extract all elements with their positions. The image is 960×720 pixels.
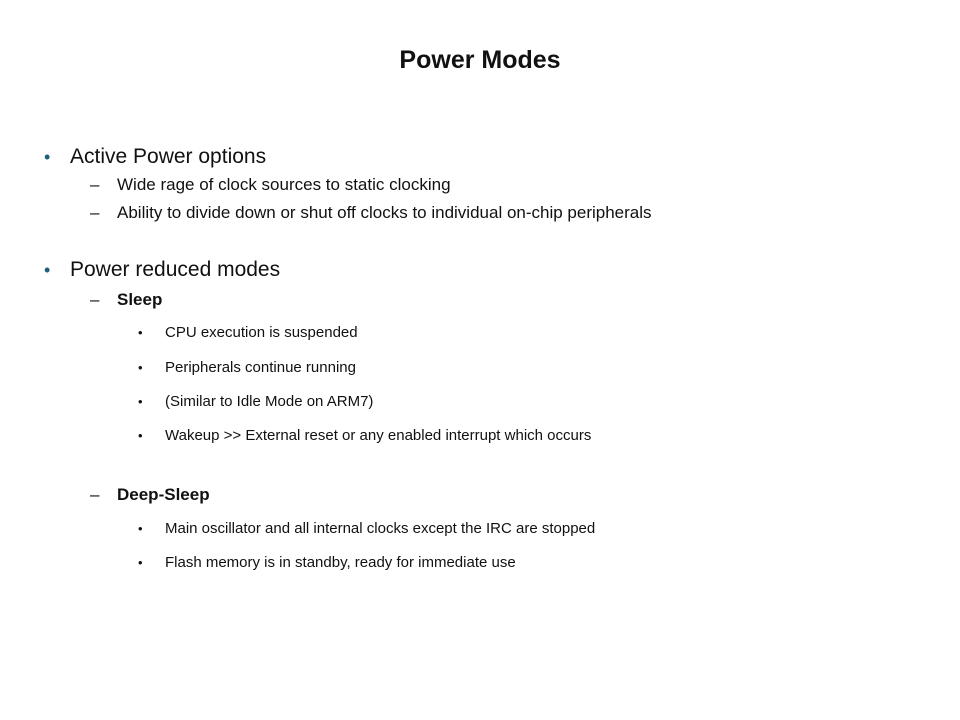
bullet-dot-icon: • [44,260,51,280]
bullet-dot-icon: • [138,325,143,340]
sub-bullet-text: Ability to divide down or shut off clocks to individual on-chip peripherals [117,203,652,222]
bullet-dot-icon: • [138,360,143,375]
mode-name: Sleep [117,290,163,309]
slide-title: Power Modes [399,46,561,74]
mode-point [138,427,591,444]
mode-point-text: Main oscillator and all internal clocks except the IRC are stopped [165,520,596,537]
dash-icon: – [90,175,100,194]
bullet-dot-icon: • [138,521,143,536]
sub-bullet [90,203,652,223]
mode-point [138,359,356,376]
mode-sleep [90,290,162,310]
mode-point [138,324,358,341]
mode-point [138,520,595,537]
dash-icon: – [90,290,100,309]
mode-point [138,393,373,410]
dash-icon: – [90,203,100,222]
bullet-dot-icon: • [138,555,143,570]
bullet-label: Active Power options [70,145,267,168]
dash-icon: – [90,485,100,504]
bullet-power-reduced [44,258,280,282]
mode-point [138,554,516,571]
sub-bullet-text: Wide rage of clock sources to static clocking [117,175,451,194]
mode-deep-sleep [90,485,210,505]
mode-point-text: Wakeup >> External reset or any enabled interrupt which occurs [165,427,592,444]
bullet-dot-icon: • [138,394,143,409]
mode-point-text: Flash memory is in standby, ready for immediate use [165,554,516,571]
bullet-dot-icon: • [138,428,143,443]
mode-point-text: Peripherals continue running [165,359,356,376]
mode-point-text: (Similar to Idle Mode on ARM7) [165,393,374,410]
mode-point-text: CPU execution is suspended [165,324,358,341]
mode-name: Deep-Sleep [117,485,210,504]
bullet-active-power [44,145,266,169]
bullet-label: Power reduced modes [70,258,281,281]
bullet-dot-icon: • [44,147,51,167]
sub-bullet [90,175,451,195]
